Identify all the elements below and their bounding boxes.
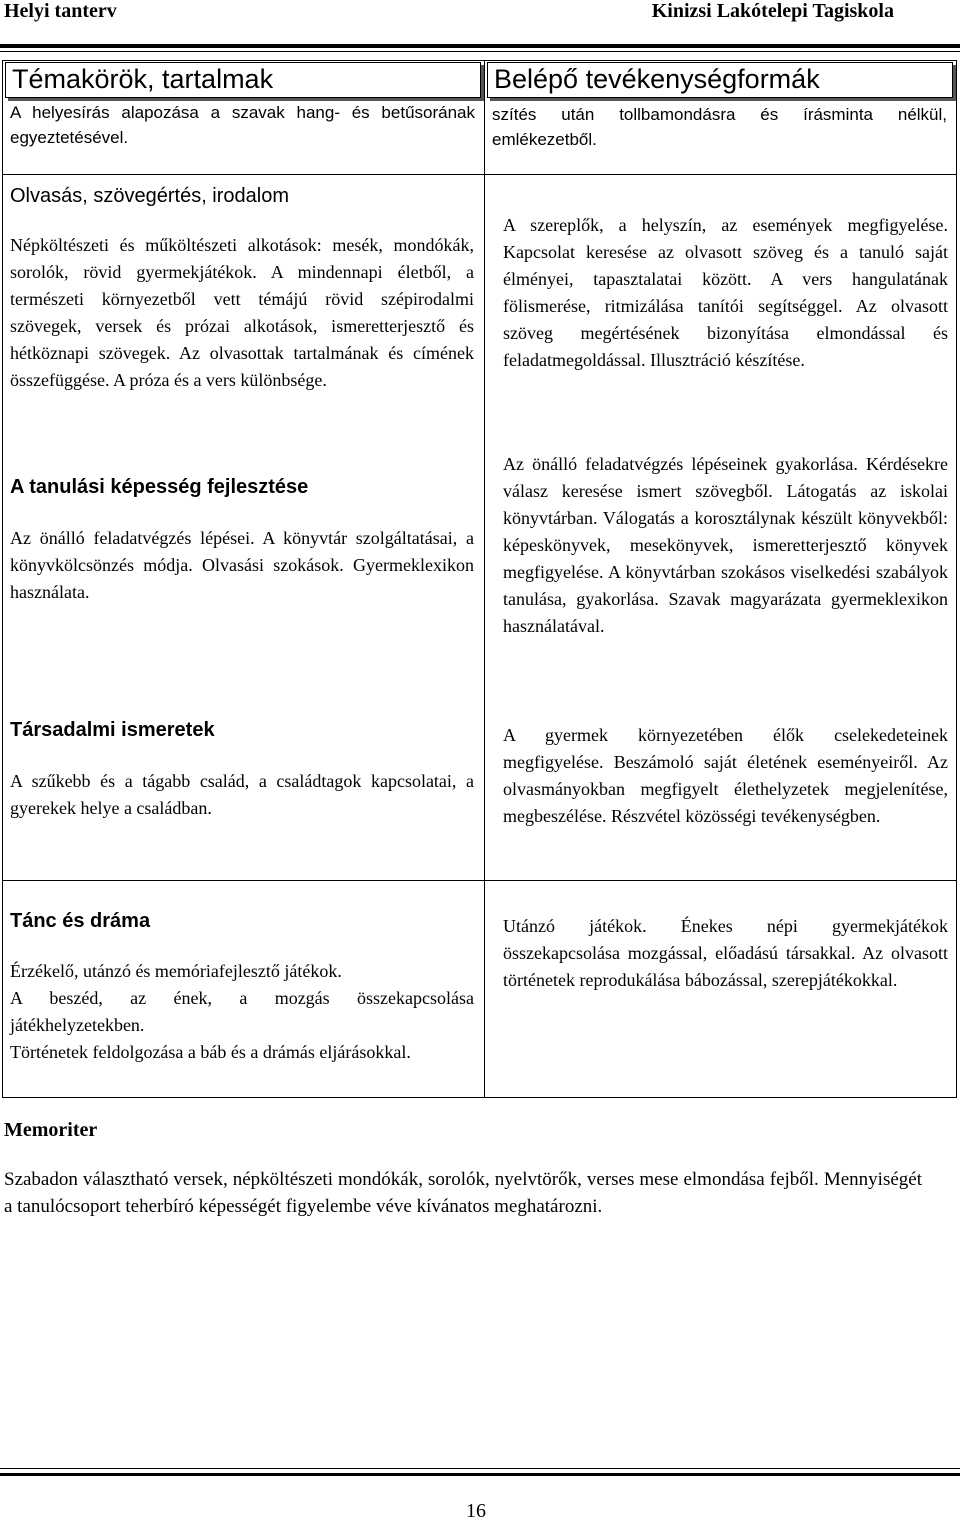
column-divider [484,60,485,1098]
cell-text: Az önálló feladatvégzés lépéseinek gyakorlása. Kérdésekre válasz keresése ismert szövegből. Látogatás az iskolai könyvtárban. Válogatás a korosztálynak készült könyvekből: képeskönyvek, mesekönyvek, ismeretterjesztő könyvek megfigyelése. A könyvtárban szokásos viselkedési szabályok tanulása, gyakorlása. Szavak magyarázata gyermeklexikon használatával. [503,454,948,636]
table-cell-right [503,212,948,374]
memoriter-title: Memoriter [4,1119,98,1141]
cell-line: Érzékelő, utánzó és memóriafejlesztő játékok. [10,961,342,981]
cell-text: A helyesírás alapozása a szavak hang- és betűsorának egyeztetésével. [10,103,475,147]
table-cell-left [10,232,474,394]
section-title-social: Társadalmi ismeretek [10,719,215,741]
section-title-learning: A tanulási képesség fejlesztése [10,476,309,498]
page-number: 16 [466,1500,486,1522]
footer-rule [0,1473,960,1476]
section-title-dance-drama: Tánc és dráma [10,910,151,932]
cell-line: Történetek feldolgozása a báb és a drámás eljárásokkal. [10,1042,411,1062]
table-cell-right [503,913,948,994]
cell-text: Utánzó játékok. Énekes népi gyermekjátékok összekapcsolása mozgással, előadású társakkal. Az olvasott történetek reprodukálása bábozással, szerepjátékokkal. [503,916,948,990]
memoriter-text: Szabadon választható versek, népköltészeti mondókák, sorolók, nyelvtörők, verses mese elmondása fejből. Mennyiségét a tanulócsoport teherbíró képességét figyelembe véve kívánatos meghatározni. [4,1169,922,1217]
header-rule-thin [0,51,960,52]
header-rule [0,44,960,48]
table-cell-left [10,525,474,606]
table-cell-right [503,451,948,640]
cell-text: szítés után tollbamondásra és írásminta nélkül, emlékezetből. [492,105,947,149]
cell-text: A szereplők, a helyszín, az események megfigyelése. Kapcsolat keresése az olvasott szöveg és a tanuló saját élményei, tapasztalatai között. A vers hangulatának fölismerése, ritmizálása tanítói segítséggel. Az olvasott szöveg megértésének bizonyítása elmondással és feladatmegoldással. Illusztráció készítése. [503,215,948,370]
school-name: Kinizsi Lakótelepi Tagiskola [651,0,894,22]
section-title-reading: Olvasás, szövegértés, irodalom [10,185,290,207]
cell-line: A beszéd, az ének, a mozgás összekapcsolása játékhelyzetekben. [10,988,474,1035]
document-title: Helyi tanterv [4,0,117,22]
row-divider [2,174,957,175]
table-cell-left [10,100,475,150]
cell-text: Népköltészeti és műköltészeti alkotások: mesék, mondókák, sorolók, rövid gyermekjátékok. A mindennapi életből, a természeti környezetből vett témájú rövid szépirodalmi szövegek, versek és prózai alkotások, ismeretterjesztő és hétköznapi szövegek. Az olvasottak tartalmának és címének összefüggése. A próza és a vers különbsége. [10,235,474,390]
right-column-heading: Belépő tevékenységformák [487,62,953,98]
table-cell-left [10,958,474,1066]
cell-text: A gyermek környezetében élők cselekedeteinek megfigyelése. Beszámoló saját életének eseményeiről. Az olvasmányokban megfigyelt élethelyzetek megjelenítése, megbeszélése. Részvétel közösségi tevékenységben. [503,725,948,826]
cell-text: Az önálló feladatvégzés lépései. A könyvtár szolgáltatásai, a könyvkölcsönzés módja. Olvasási szokások. Gyermeklexikon használata. [10,528,474,602]
left-column-heading: Témakörök, tartalmak [5,62,481,98]
table-cell-left [10,768,474,822]
table-cell-right [492,102,947,152]
footer-rule-thin [0,1468,960,1469]
table-cell-right [503,722,948,830]
cell-text: A szűkebb és a tágabb család, a családtagok kapcsolatai, a gyerekek helye a családban. [10,771,474,818]
row-divider [2,880,957,881]
